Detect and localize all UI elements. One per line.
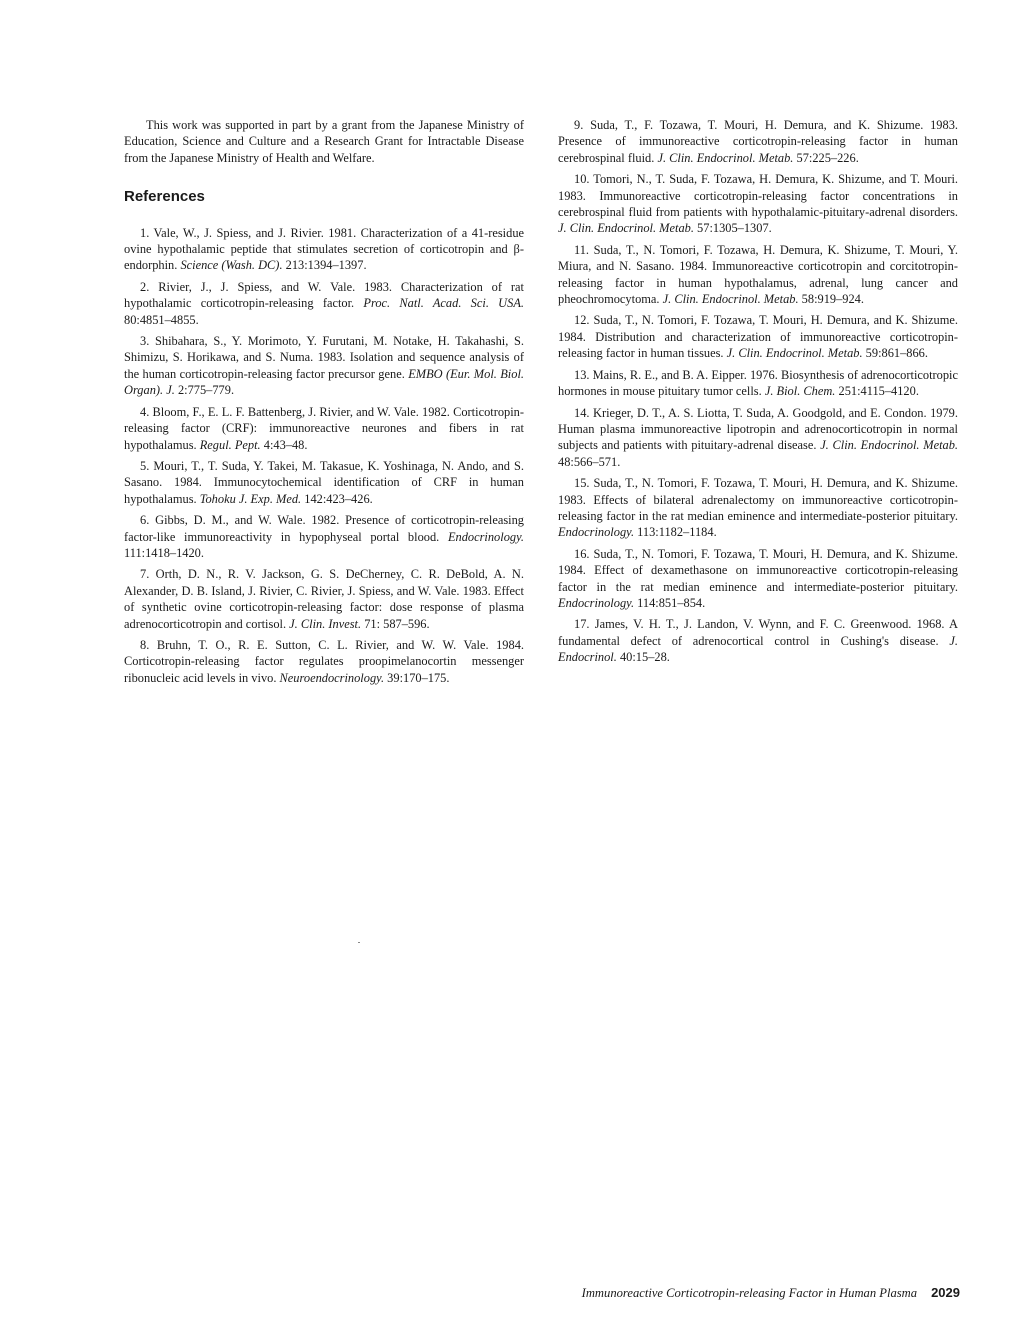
reference-journal: Endocrinology. <box>558 525 635 540</box>
reference-number: 8. <box>140 637 150 652</box>
reference-citation: 40:15–28. <box>619 650 670 665</box>
reference-journal: J. Clin. Endocrinol. Metab. <box>657 150 794 165</box>
reference-citation: 111:1418–1420. <box>124 545 204 560</box>
reference-citation: 142:423–426. <box>304 491 373 506</box>
reference-item <box>124 404 524 453</box>
reference-item <box>558 242 958 308</box>
reference-text: Suda, T., N. Tomori, F. Tozawa, H. Demura, K. Shizume, T. Mouri, Y. Miura, and N. Sasano. 1984. Immunoreactive corticotropin and corcitotropin-releasing factor in human hypothalamus, adrenal, lung cancer and pheochromocytoma. <box>558 242 958 307</box>
reference-item <box>558 546 958 612</box>
reference-journal: J. Clin. Endocrinol. Metab. <box>726 346 863 361</box>
reference-citation: 48:566–571. <box>558 454 621 469</box>
reference-item <box>124 458 524 507</box>
reference-number: 7. <box>140 567 150 582</box>
reference-citation: 57:225–226. <box>796 150 859 165</box>
left-column <box>124 117 524 691</box>
reference-text: James, V. H. T., J. Landon, V. Wynn, and F. C. Greenwood. 1968. A fundamental defect of adrenocortical control in Cushing's disease. <box>558 617 958 648</box>
reference-number: 10. <box>574 172 590 187</box>
reference-number: 14. <box>574 405 590 420</box>
reference-number: 9. <box>574 118 584 132</box>
reference-text: Suda, T., N. Tomori, F. Tozawa, T. Mouri, H. Demura, and K. Shizume. 1984. Distribution and characterization of immunoreactive corticotropin-releasing factor in human tissues. <box>558 313 958 361</box>
reference-citation: 71: 587–596. <box>364 616 430 631</box>
reference-citation: 39:170–175. <box>387 670 450 685</box>
reference-item <box>558 616 958 665</box>
references-heading: References <box>124 188 205 206</box>
reference-journal: J. Clin. Invest. <box>289 616 362 631</box>
reference-item <box>558 405 958 471</box>
reference-text: Rivier, J., J. Spiess, and W. Vale. 1983. Characterization of rat hypothalamic corticotropin-releasing factor. <box>124 279 524 311</box>
reference-number: 16. <box>574 546 590 561</box>
reference-citation: 113:1182–1184. <box>637 525 717 540</box>
reference-item <box>124 225 524 274</box>
reference-citation: 58:919–924. <box>801 292 864 307</box>
reference-text: Suda, T., F. Tozawa, T. Mouri, H. Demura, and K. Shizume. 1983. Presence of immunoreactive corticotropin-releasing factor in human cerebrospinal fluid. <box>558 118 958 165</box>
reference-text: Bruhn, T. O., R. E. Sutton, C. L. Rivier, and W. W. Vale. 1984. Corticotropin-releasing factor regulates proopimelanocortin messenger ribonucleic acid levels in vivo. <box>124 637 524 685</box>
reference-citation: 213:1394–1397. <box>285 258 367 273</box>
reference-journal: J. Endocrinol. <box>558 633 958 665</box>
reference-text: Krieger, D. T., A. S. Liotta, T. Suda, A. Goodgold, and E. Condon. 1979. Human plasma immunoreactive lipotropin and adrenocorticotropin in normal subjects and patients with pituitary-adrenal disease. <box>558 405 958 453</box>
reference-number: 12. <box>574 313 590 328</box>
reference-text: Shibahara, S., Y. Morimoto, Y. Furutani, M. Notake, H. Takahashi, S. Shimizu, S. Horikawa, and S. Numa. 1983. Isolation and sequence analysis of the human corticotropin-releasing factor precursor gene. <box>124 334 524 381</box>
reference-text: Suda, T., N. Tomori, F. Tozawa, T. Mouri, H. Demura, and K. Shizume. 1983. Effects of bilateral adrenalectomy on immunoreactive corticotropin-releasing factor in the rat median eminence and intermediate-posterior pituitary. <box>558 476 958 523</box>
reference-list-left <box>124 225 524 687</box>
reference-list-right <box>558 117 958 666</box>
scan-artifact <box>358 942 360 943</box>
reference-text: Mains, R. E., and B. A. Eipper. 1976. Biosynthesis of adrenocorticotropic hormones in mouse pituitary tumor cells. <box>558 367 958 399</box>
reference-citation: 251:4115–4120. <box>838 384 919 399</box>
reference-number: 17. <box>574 617 590 632</box>
reference-item <box>124 637 524 686</box>
reference-number: 11. <box>574 242 590 257</box>
reference-citation: 59:861–866. <box>865 346 928 361</box>
reference-item <box>558 171 958 237</box>
reference-item <box>124 566 524 632</box>
reference-number: 4. <box>140 404 150 419</box>
reference-item <box>558 117 958 166</box>
reference-number: 15. <box>574 476 590 491</box>
right-column <box>558 117 958 671</box>
reference-number: 13. <box>574 367 590 382</box>
page-number: 2029 <box>931 1285 960 1300</box>
reference-text: Vale, W., J. Spiess, and J. Rivier. 1981. Characterization of a 41-residue ovine hypothalamic peptide that stimulates secretion of corticotropin and β-endorphin. <box>124 225 525 273</box>
reference-journal: Neuroendocrinology. <box>279 670 385 685</box>
reference-journal: Endocrinology. <box>447 529 524 544</box>
reference-journal: Regul. Pept. <box>199 437 261 452</box>
reference-citation: 80:4851–4855. <box>124 312 199 327</box>
reference-item <box>558 367 958 400</box>
reference-number: 3. <box>140 334 150 349</box>
reference-text: Gibbs, D. M., and W. Wale. 1982. Presence of corticotropin-releasing factor-like immunoreactivity in hypophyseal portal blood. <box>124 513 524 544</box>
reference-item <box>558 312 958 361</box>
reference-journal: Science (Wash. DC). <box>180 258 283 273</box>
page-footer <box>582 1285 960 1301</box>
acknowledgment-paragraph: This work was supported in part by a grant from the Japanese Ministry of Education, Science and Culture and a Research Grant for Intractable Disease from the Japanese Ministry of Health and Welfare. <box>124 118 524 165</box>
reference-number: 6. <box>140 513 150 528</box>
reference-citation: 57:1305–1307. <box>697 221 772 236</box>
reference-journal: Proc. Natl. Acad. Sci. USA. <box>363 296 524 311</box>
reference-number: 2. <box>140 279 150 294</box>
reference-text: Bloom, F., E. L. F. Battenberg, J. Rivier, and W. Vale. 1982. Corticotropin-releasing factor (CRF): immunoreactive neurones and fibers in rat hypothalamus. <box>124 404 524 452</box>
reference-journal: J. Clin. Endocrinol. Metab. <box>820 438 959 453</box>
reference-journal: J. Clin. Endocrinol. Metab. <box>662 292 799 307</box>
reference-text: Suda, T., N. Tomori, F. Tozawa, T. Mouri, H. Demura, and K. Shizume. 1984. Effect of dexamethasone on immunoreactive corticotropin-releasing factor in the rat median eminence and intermediate-posterior pituitary. <box>558 546 958 594</box>
reference-text: Mouri, T., T. Suda, Y. Takei, M. Takasue, K. Yoshinaga, N. Ando, and S. Sasano. 1984. Immunocytochemical identification of CRF in human hypothalamus. <box>124 458 524 506</box>
reference-citation: 114:851–854. <box>637 595 706 610</box>
reference-journal: Endocrinology. <box>558 595 635 610</box>
reference-number: 1. <box>140 225 150 240</box>
reference-journal: Tohoku J. Exp. Med. <box>199 491 302 506</box>
reference-citation: 2:775–779. <box>177 383 235 398</box>
reference-item <box>124 512 524 561</box>
reference-journal: J. Clin. Endocrinol. Metab. <box>558 221 694 236</box>
reference-item <box>124 333 524 399</box>
reference-journal: J. Biol. Chem. <box>764 384 836 399</box>
reference-item <box>124 279 524 328</box>
reference-citation: 4:43–48. <box>263 437 308 452</box>
reference-text: Tomori, N., T. Suda, F. Tozawa, H. Demura, K. Shizume, and T. Mouri. 1983. Immunoreactive corticotropin-releasing factor concentrations in cerebrospinal fluid from patients with hypothalamic-pituitary-adrenal disorders. <box>558 172 959 220</box>
reference-item <box>558 475 958 541</box>
reference-text: Orth, D. N., R. V. Jackson, G. S. DeCherney, C. R. DeBold, A. N. Alexander, D. B. Island, J. Rivier, C. Rivier, J. Spiess, and W. Vale. 1983. Effect of synthetic ovine corticotropin-releasing factor: dose response of plasma adrenocorticotropin and cortisol. <box>124 567 524 631</box>
reference-journal: EMBO (Eur. Mol. Biol. Organ). J. <box>124 366 524 398</box>
running-title: Immunoreactive Corticotropin-releasing Factor in Human Plasma <box>581 1286 918 1300</box>
reference-number: 5. <box>140 458 150 473</box>
